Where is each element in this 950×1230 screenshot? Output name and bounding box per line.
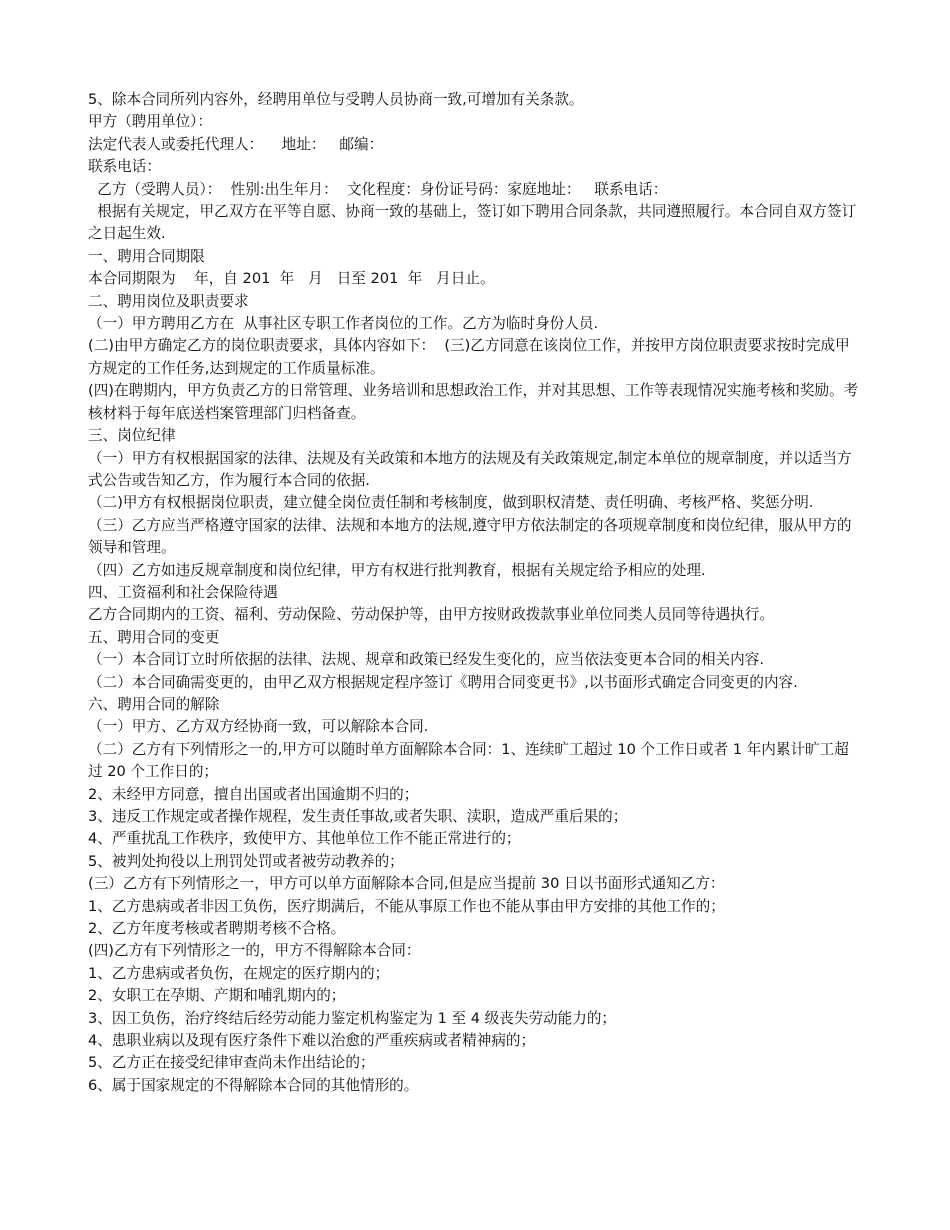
section-heading: 二、聘用岗位及职责要求: [88, 292, 249, 310]
paragraph: （一）本合同订立时所依据的法律、法规、规章和政策已经发生变化的，应当依法变更本合同的相关内容.: [88, 651, 764, 669]
paragraph: (四)在聘期内，甲方负责乙方的日常管理、业务培训和思想政治工作，并对其思想、工作等表现情况实施考核和奖励。考核材料于每年底送档案管理部门归档备查。: [88, 382, 859, 422]
paragraph: 5、除本合同所列内容外，经聘用单位与受聘人员协商一致,可增加有关条款。: [88, 91, 584, 108]
list-item: 3、因工负伤，治疗终结后经劳动能力鉴定机构鉴定为 1 至 4 级丧失劳动能力的；: [88, 1009, 617, 1027]
paragraph: （四）乙方如违反规章制度和岗位纪律，甲方有权进行批判教育，根据有关规定给予相应的处理.: [88, 561, 706, 579]
contract-document: [88, 89, 860, 1097]
paragraph: (四)乙方有下列情形之一的，甲方不得解除本合同：: [88, 942, 421, 960]
list-item: 2、未经甲方同意，擅自出国或者出国逾期不归的；: [88, 785, 419, 803]
paragraph: (二)由甲方确定乙方的岗位职责要求，具体内容如下： (三)乙方同意在该岗位工作，并按甲方岗位职责要求按时完成甲方规定的工作任务,达到规定的工作质量标准。: [88, 337, 850, 377]
section-heading: 四、工资福利和社会保险待遇: [88, 583, 278, 601]
list-item: 4、患职业病以及现有医疗条件下难以治愈的严重疾病或者精神病的；: [88, 1032, 536, 1050]
paragraph: （二）乙方有下列情形之一的,甲方可以随时单方面解除本合同：1、连续旷工超过 10 个工作日或者 1 年内累计旷工超过 20 个工作日的；: [88, 740, 849, 781]
paragraph: 甲方（聘用单位）：: [88, 113, 213, 131]
paragraph: （二)甲方有权根据岗位职责，建立健全岗位责任制和考核制度，做到职权清楚、责任明确、考核严格、奖惩分明.: [88, 494, 814, 512]
paragraph: 乙方合同期内的工资、福利、劳动保险、劳动保护等，由甲方按财政拨款事业单位同类人员同等待遇执行。: [88, 606, 774, 624]
section-heading: 一、聘用合同期限: [88, 247, 205, 265]
list-item: 6、属于国家规定的不得解除本合同的其他情形的。: [88, 1076, 419, 1094]
section-heading: 三、岗位纪律: [88, 427, 176, 445]
list-item: 1、乙方患病或者非因工负伤，医疗期满后，不能从事原工作也不能从事由甲方安排的其他工作的；: [88, 897, 725, 915]
list-item: 2、女职工在孕期、产期和哺乳期内的；: [88, 987, 346, 1005]
list-item: 5、被判处拘役以上刑罚处罚或者被劳动教养的；: [88, 852, 404, 870]
section-heading: 六、聘用合同的解除: [88, 695, 220, 713]
paragraph: 本合同期限为 年，自 201 年 月 日至 201 年 月日止。: [88, 270, 495, 288]
paragraph: 联系电话：: [88, 158, 161, 176]
paragraph: （一）甲方、乙方双方经协商一致，可以解除本合同.: [88, 718, 429, 736]
list-item: 3、违反工作规定或者操作规程，发生责任事故,或者失职、渎职，造成严重后果的；: [88, 808, 628, 825]
paragraph: （一）甲方有权根据国家的法律、法规及有关政策和本地方的法规及有关政策规定,制定本单位的规章制度，并以适当方式公告或告知乙方，作为履行本合同的依据.: [88, 449, 852, 489]
paragraph: 乙方（受聘人员）： 性别:出生年月： 文化程度：身份证号码：家庭地址： 联系电话：: [88, 180, 668, 198]
paragraph: （一）甲方聘用乙方在 从事社区专职工作者岗位的工作。乙方为临时身份人员.: [88, 315, 599, 333]
list-item: 2、乙方年度考核或者聘期考核不合格。: [88, 920, 346, 938]
paragraph: (三）乙方有下列情形之一，甲方可以单方面解除本合同,但是应当提前 30 日以书面形式通知乙方：: [88, 875, 725, 893]
list-item: 4、严重扰乱工作秩序，致使甲方、其他单位工作不能正常进行的；: [88, 830, 521, 848]
paragraph: 法定代表人或委托代理人： 地址： 邮编：: [88, 135, 384, 153]
list-item: 1、乙方患病或者负伤，在规定的医疗期内的；: [88, 964, 390, 982]
section-heading: 五、聘用合同的变更: [88, 628, 220, 646]
paragraph: （三）乙方应当严格遵守国家的法律、法规和本地方的法规,遵守甲方依法制定的各项规章制度和岗位纪律，服从甲方的领导和管理。: [88, 516, 852, 557]
list-item: 5、乙方正在接受纪律审查尚未作出结论的；: [88, 1054, 375, 1072]
paragraph: 根据有关规定，甲乙双方在平等自愿、协商一致的基础上，签订如下聘用合同条款，共同遵照履行。本合同自双方签订之日起生效.: [88, 203, 857, 243]
paragraph: （二）本合同确需变更的，由甲乙双方根据规定程序签订《聘用合同变更书》,以书面形式确定合同变更的内容.: [88, 673, 798, 691]
